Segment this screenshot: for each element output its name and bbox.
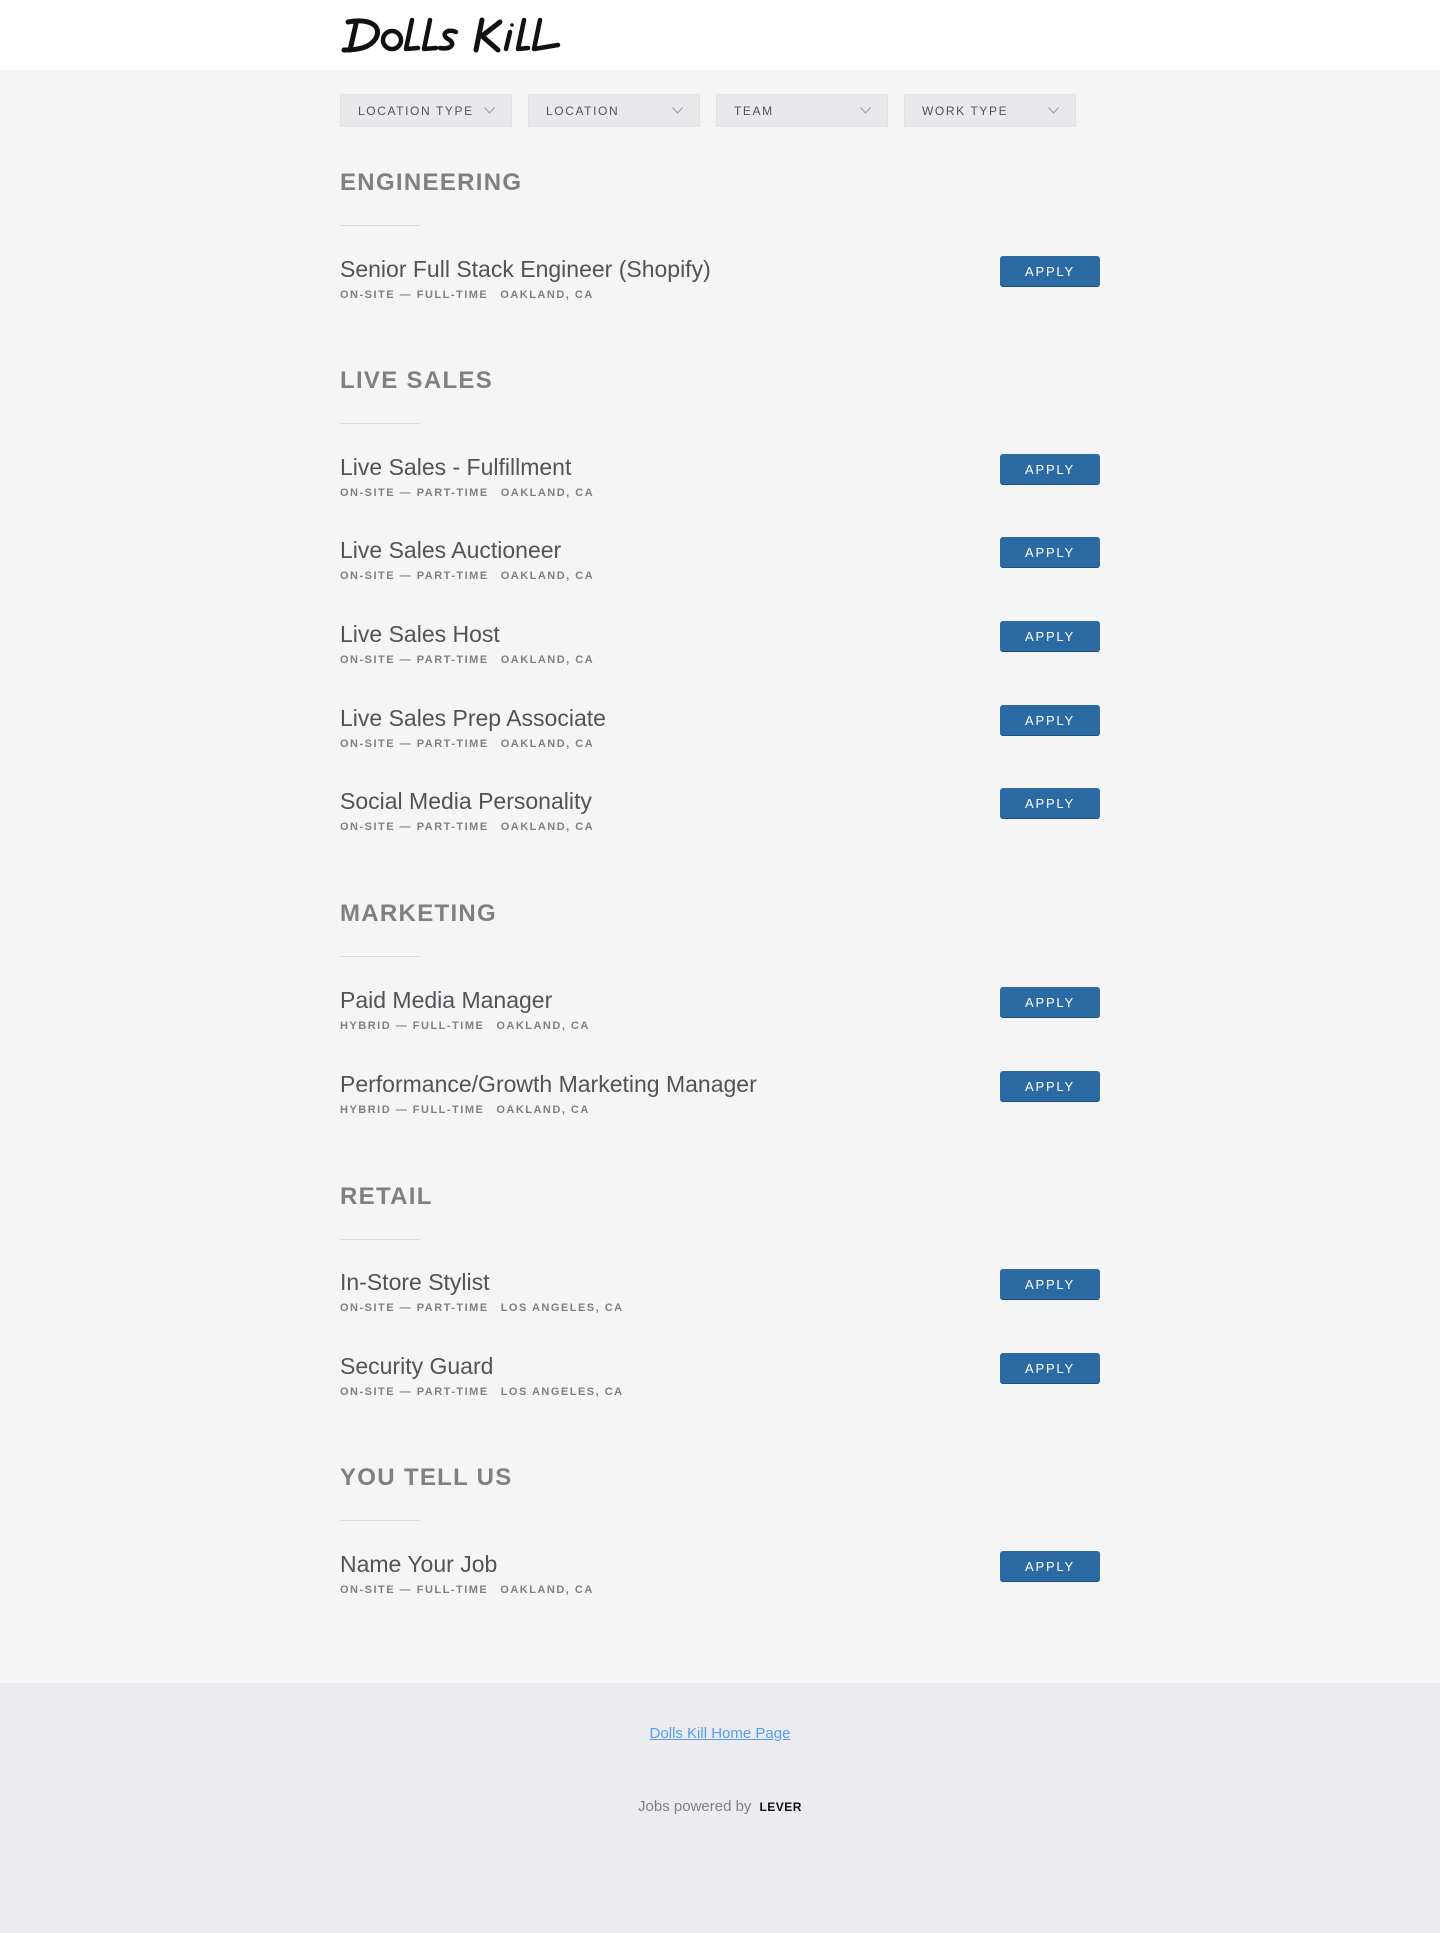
group-retail <box>340 1182 1100 1240</box>
posting-location: OAKLAND, CA <box>500 1584 594 1596</box>
posting-item <box>340 254 1100 324</box>
posting-item <box>340 619 1100 689</box>
posting-commitment: ON-SITE — FULL-TIME <box>340 289 489 301</box>
apply-button[interactable]: APPLY <box>1000 1551 1100 1581</box>
apply-button[interactable]: APPLY <box>1000 1353 1100 1383</box>
apply-button[interactable]: APPLY <box>1000 705 1100 735</box>
posting-location: OAKLAND, CA <box>500 654 595 666</box>
posting-meta <box>340 487 594 499</box>
apply-button[interactable]: APPLY <box>1000 788 1100 818</box>
apply-button[interactable]: APPLY <box>1000 1269 1100 1299</box>
posting-commitment: ON-SITE — PART-TIME <box>340 487 489 499</box>
posting-location: OAKLAND, CA <box>496 1104 590 1116</box>
posting-title[interactable]: Paid Media Manager <box>340 987 553 1013</box>
group-title: RETAIL <box>340 1183 433 1210</box>
footer <box>0 1683 1440 1933</box>
divider <box>340 1520 420 1521</box>
lever-logo[interactable]: LEVER <box>759 1800 802 1814</box>
filter-team[interactable] <box>716 94 888 127</box>
posting-title[interactable]: Senior Full Stack Engineer (Shopify) <box>340 256 711 282</box>
filter-label: WORK TYPE <box>922 103 1009 118</box>
posting-meta <box>340 654 594 666</box>
group-title: YOU TELL US <box>340 1464 513 1491</box>
group-title: ENGINEERING <box>340 169 523 196</box>
posting-location: OAKLAND, CA <box>500 289 594 301</box>
posting-item <box>340 1351 1100 1421</box>
divider <box>340 225 420 226</box>
apply-button[interactable]: APPLY <box>1000 987 1100 1017</box>
posting-item <box>340 703 1100 773</box>
posting-title[interactable]: Live Sales Auctioneer <box>340 537 562 563</box>
group-title: MARKETING <box>340 900 498 927</box>
posting-location: LOS ANGELES, CA <box>500 1386 624 1398</box>
home-page-link[interactable]: Dolls Kill Home Page <box>649 1725 791 1742</box>
footer-link-row <box>0 1725 1440 1742</box>
group-live-sales <box>340 366 1100 424</box>
group-marketing <box>340 899 1100 957</box>
apply-button[interactable]: APPLY <box>1000 454 1100 484</box>
powered-by-text: Jobs powered by <box>638 1798 752 1815</box>
posting-commitment: HYBRID — FULL-TIME <box>340 1020 485 1032</box>
posting-commitment: HYBRID — FULL-TIME <box>340 1104 485 1116</box>
posting-location: OAKLAND, CA <box>500 821 595 833</box>
chevron-down-icon <box>860 107 871 114</box>
posting-item <box>340 1069 1100 1139</box>
group-engineering <box>340 168 1100 226</box>
divider <box>340 423 420 424</box>
posting-meta <box>340 738 594 750</box>
group-title: LIVE SALES <box>340 367 494 394</box>
top-bar <box>0 0 1440 70</box>
posting-commitment: ON-SITE — PART-TIME <box>340 738 489 750</box>
posting-meta <box>340 1584 594 1596</box>
filter-work-type[interactable] <box>904 94 1076 127</box>
posting-item <box>340 1549 1100 1619</box>
dolls-kill-logo[interactable] <box>340 12 562 58</box>
posting-item <box>340 786 1100 856</box>
filter-label: LOCATION TYPE <box>358 103 474 118</box>
posting-meta <box>340 289 594 301</box>
posting-location: OAKLAND, CA <box>496 1020 590 1032</box>
filter-label: TEAM <box>734 103 774 118</box>
posting-title[interactable]: Name Your Job <box>340 1551 498 1577</box>
posting-commitment: ON-SITE — PART-TIME <box>340 654 489 666</box>
powered-by <box>0 1798 1440 1815</box>
posting-title[interactable]: Social Media Personality <box>340 788 592 814</box>
posting-item <box>340 985 1100 1055</box>
posting-location: LOS ANGELES, CA <box>500 1302 624 1314</box>
posting-commitment: ON-SITE — FULL-TIME <box>340 1584 489 1596</box>
posting-item <box>340 535 1100 605</box>
chevron-down-icon <box>484 107 495 114</box>
divider <box>340 956 420 957</box>
apply-button[interactable]: APPLY <box>1000 1071 1100 1101</box>
posting-location: OAKLAND, CA <box>500 487 595 499</box>
posting-title[interactable]: In-Store Stylist <box>340 1269 490 1295</box>
chevron-down-icon <box>672 107 683 114</box>
filter-bar <box>340 94 1076 127</box>
posting-meta <box>340 1386 624 1398</box>
posting-commitment: ON-SITE — PART-TIME <box>340 570 489 582</box>
posting-item <box>340 452 1100 522</box>
posting-title[interactable]: Live Sales Prep Associate <box>340 705 606 731</box>
posting-title[interactable]: Live Sales - Fulfillment <box>340 454 572 480</box>
posting-meta <box>340 1302 624 1314</box>
filter-location[interactable] <box>528 94 700 127</box>
filter-label: LOCATION <box>546 103 620 118</box>
posting-location: OAKLAND, CA <box>500 738 595 750</box>
posting-title[interactable]: Live Sales Host <box>340 621 500 647</box>
posting-title[interactable]: Performance/Growth Marketing Manager <box>340 1071 757 1097</box>
filter-location-type[interactable] <box>340 94 512 127</box>
posting-meta <box>340 570 594 582</box>
apply-button[interactable]: APPLY <box>1000 256 1100 286</box>
chevron-down-icon <box>1048 107 1059 114</box>
apply-button[interactable]: APPLY <box>1000 537 1100 567</box>
posting-commitment: ON-SITE — PART-TIME <box>340 1302 489 1314</box>
divider <box>340 1239 420 1240</box>
posting-item <box>340 1267 1100 1337</box>
apply-button[interactable]: APPLY <box>1000 621 1100 651</box>
posting-commitment: ON-SITE — PART-TIME <box>340 821 489 833</box>
group-you-tell-us <box>340 1463 1100 1521</box>
posting-title[interactable]: Security Guard <box>340 1353 494 1379</box>
posting-meta <box>340 1104 590 1116</box>
posting-meta <box>340 1020 590 1032</box>
posting-location: OAKLAND, CA <box>500 570 595 582</box>
posting-meta <box>340 821 594 833</box>
posting-commitment: ON-SITE — PART-TIME <box>340 1386 489 1398</box>
